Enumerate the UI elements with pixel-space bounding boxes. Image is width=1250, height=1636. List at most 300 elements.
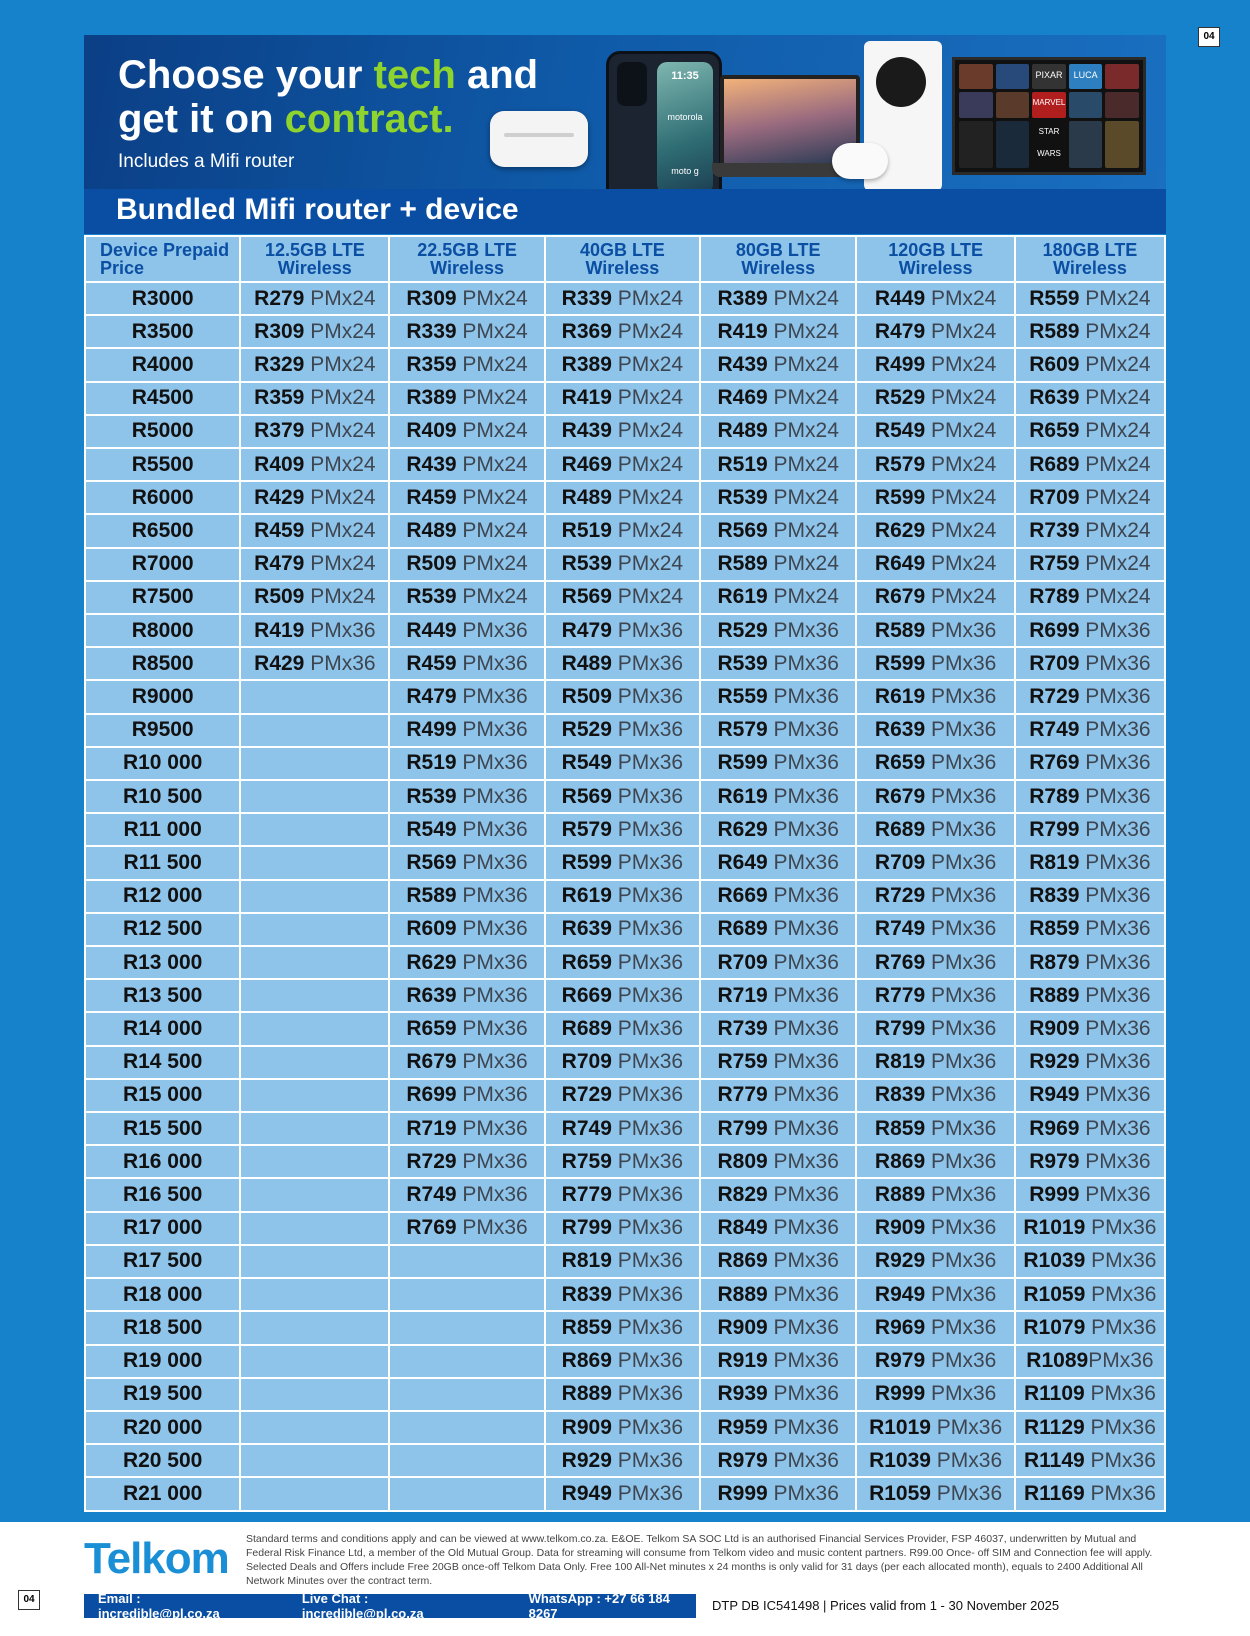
plan-price-cell [240,880,389,913]
email-link[interactable]: Email : incredible@pl.co.za [98,1591,220,1621]
plan-price-cell: R769 PMx36 [1015,747,1165,780]
plan-price-cell: R739 PMx36 [700,1012,856,1045]
device-price-cell: R4500 [85,382,240,415]
plan-price-cell: R679 PMx36 [856,780,1014,813]
plan-price-cell: R949 PMx36 [856,1278,1014,1311]
plan-price-cell: R439 PMx24 [389,448,544,481]
table-row [85,647,1165,680]
table-row [85,1378,1165,1411]
camera-icon [617,62,647,106]
table-row [85,382,1165,415]
plan-price-cell: R519 PMx24 [545,514,700,547]
plan-price-cell: R819 PMx36 [1015,846,1165,879]
plan-price-cell: R459 PMx36 [389,647,544,680]
plan-price-cell: R499 PMx36 [389,714,544,747]
plan-price-cell: R359 PMx24 [240,382,389,415]
promo-banner [84,35,1166,189]
plan-price-cell: R779 PMx36 [700,1079,856,1112]
plan-price-cell [240,747,389,780]
footer [0,1522,1250,1636]
plan-price-cell [389,1411,544,1444]
plan-price-cell: R799 PMx36 [856,1012,1014,1045]
table-row [85,282,1165,315]
device-price-cell: R19 000 [85,1345,240,1378]
device-price-cell: R6000 [85,481,240,514]
table-row [85,1278,1165,1311]
plan-price-cell: R1019 PMx36 [1015,1212,1165,1245]
plan-price-cell: R569 PMx24 [545,581,700,614]
plan-price-cell: R709 PMx24 [1015,481,1165,514]
table-row [85,1411,1165,1444]
table-row [85,1245,1165,1278]
plan-price-cell: R489 PMx36 [545,647,700,680]
phone-screen: 11:35 motorola moto g [657,62,713,189]
device-price-cell: R3500 [85,315,240,348]
plan-price-cell: R1079 PMx36 [1015,1311,1165,1344]
plan-price-cell: R1039 PMx36 [856,1444,1014,1477]
plan-price-cell: R579 PMx36 [700,714,856,747]
plan-price-cell: R959 PMx36 [700,1411,856,1444]
plan-price-cell: R789 PMx24 [1015,581,1165,614]
table-row [85,1444,1165,1477]
device-price-cell: R20 500 [85,1444,240,1477]
mifi-router-image [490,111,588,167]
plan-price-cell: R749 PMx36 [545,1112,700,1145]
device-price-cell: R15 500 [85,1112,240,1145]
plan-price-cell: R769 PMx36 [856,946,1014,979]
table-row [85,946,1165,979]
plan-price-cell: R919 PMx36 [700,1345,856,1378]
plan-price-cell: R679 PMx24 [856,581,1014,614]
plan-price-cell [240,1444,389,1477]
plan-price-cell: R779 PMx36 [856,979,1014,1012]
table-row [85,448,1165,481]
plan-price-cell: R419 PMx24 [700,315,856,348]
plan-price-cell [389,1345,544,1378]
table-row [85,913,1165,946]
plan-price-cell: R729 PMx36 [856,880,1014,913]
plan-price-cell: R929 PMx36 [545,1444,700,1477]
plan-price-cell [240,1212,389,1245]
plan-price-cell: R859 PMx36 [1015,913,1165,946]
plan-price-cell: R339 PMx24 [389,315,544,348]
device-price-cell: R18 500 [85,1311,240,1344]
plan-price-cell [240,979,389,1012]
device-price-cell: R19 500 [85,1378,240,1411]
plan-price-cell [240,1112,389,1145]
plan-price-cell: R659 PMx36 [545,946,700,979]
plan-price-cell: R469 PMx24 [545,448,700,481]
plan-price-cell: R649 PMx24 [856,548,1014,581]
plan-price-cell: R639 PMx36 [545,913,700,946]
plan-price-cell [240,1311,389,1344]
plan-price-cell: R379 PMx24 [240,415,389,448]
plan-price-cell [240,714,389,747]
plan-price-cell: R1089PMx36 [1015,1345,1165,1378]
table-row [85,348,1165,381]
plan-price-cell: R709 PMx36 [700,946,856,979]
plan-price-cell: R889 PMx36 [856,1178,1014,1211]
plan-price-cell: R489 PMx24 [545,481,700,514]
plan-price-cell: R309 PMx24 [240,315,389,348]
plan-price-cell: R769 PMx36 [389,1212,544,1245]
plan-price-cell: R599 PMx36 [856,647,1014,680]
pricing-table [84,235,1166,1512]
plan-price-cell: R709 PMx36 [545,1046,700,1079]
table-row [85,1477,1165,1511]
plan-price-cell [240,846,389,879]
device-price-cell: R17 000 [85,1212,240,1245]
device-price-cell: R7500 [85,581,240,614]
plan-price-cell: R589 PMx36 [856,614,1014,647]
device-price-cell: R9000 [85,680,240,713]
plan-price-cell: R759 PMx36 [700,1046,856,1079]
plan-price-cell: R369 PMx24 [545,315,700,348]
plan-price-cell: R489 PMx24 [389,514,544,547]
plan-price-cell: R409 PMx24 [389,415,544,448]
device-price-cell: R21 000 [85,1477,240,1511]
plan-price-cell: R279 PMx24 [240,282,389,315]
phone-image [606,51,722,189]
plan-price-cell: R669 PMx36 [700,880,856,913]
plan-price-cell: R689 PMx36 [700,913,856,946]
whatsapp-link[interactable]: WhatsApp : +27 66 184 8267 [528,1591,670,1621]
plan-price-cell: R789 PMx36 [1015,780,1165,813]
plan-price-cell: R479 PMx24 [856,315,1014,348]
plan-price-cell: R839 PMx36 [545,1278,700,1311]
plan-price-cell: R689 PMx36 [545,1012,700,1045]
table-row [85,1345,1165,1378]
device-price-cell: R5500 [85,448,240,481]
table-row [85,1178,1165,1211]
column-header: 22.5GB LTE Wireless [389,236,544,282]
table-row [85,747,1165,780]
device-price-cell: R20 000 [85,1411,240,1444]
plan-price-cell: R749 PMx36 [389,1178,544,1211]
plan-price-cell: R909 PMx36 [700,1311,856,1344]
controller-image [832,143,888,179]
plan-price-cell: R799 PMx36 [700,1112,856,1145]
table-row [85,1046,1165,1079]
plan-price-cell: R509 PMx24 [240,581,389,614]
plan-price-cell: R539 PMx24 [545,548,700,581]
plan-price-cell [389,1311,544,1344]
plan-price-cell: R509 PMx36 [545,680,700,713]
plan-price-cell: R869 PMx36 [700,1245,856,1278]
plan-price-cell: R389 PMx24 [545,348,700,381]
live-chat-link[interactable]: Live Chat : incredible@pl.co.za [301,1591,424,1621]
plan-price-cell [240,1178,389,1211]
plan-price-cell: R809 PMx36 [700,1145,856,1178]
device-price-cell: R13 000 [85,946,240,979]
plan-price-cell: R659 PMx24 [1015,415,1165,448]
plan-price-cell: R529 PMx24 [856,382,1014,415]
device-price-cell: R8000 [85,614,240,647]
plan-price-cell [240,813,389,846]
plan-price-cell: R569 PMx36 [545,780,700,813]
plan-price-cell: R499 PMx24 [856,348,1014,381]
table-row [85,1079,1165,1112]
plan-price-cell: R889 PMx36 [700,1278,856,1311]
plan-price-cell: R949 PMx36 [1015,1079,1165,1112]
table-row [85,1012,1165,1045]
plan-price-cell: R569 PMx36 [389,846,544,879]
plan-price-cell: R1149 PMx36 [1015,1444,1165,1477]
plan-price-cell: R519 PMx36 [389,747,544,780]
console-fan-icon [876,57,926,107]
device-price-cell: R16 500 [85,1178,240,1211]
plan-price-cell: R839 PMx36 [856,1079,1014,1112]
plan-price-cell: R929 PMx36 [856,1245,1014,1278]
plan-price-cell: R629 PMx24 [856,514,1014,547]
plan-price-cell [240,1278,389,1311]
plan-price-cell: R629 PMx36 [389,946,544,979]
plan-price-cell: R579 PMx36 [545,813,700,846]
plan-price-cell: R459 PMx24 [389,481,544,514]
plan-price-cell [389,1278,544,1311]
plan-price-cell: R429 PMx24 [240,481,389,514]
plan-price-cell: R819 PMx36 [856,1046,1014,1079]
device-price-cell: R15 000 [85,1079,240,1112]
section-title: Bundled Mifi router + device [116,193,519,226]
device-price-cell: R17 500 [85,1245,240,1278]
table-row [85,979,1165,1012]
plan-price-cell: R869 PMx36 [545,1345,700,1378]
disclaimer-text: Standard terms and conditions apply and can be viewed at www.telkom.co.za. E&OE. Telkom SA SOC Ltd is an authorised Financial Services Provider, FSP 46037, underwritten by Mutual and Federal Risk Finance Ltd, a member of the Old Mutual Group. Data for streaming will consume from Telkom video and music content partners. R99.00 Once- off SIM and Connection fee will apply. Selected Deals and Offers include Free 20GB once-off Telkom Data Only. Free 100 All-Net minutes x 24 months is only valid for 31 days (per each allocated month), equals to 2400 Additional All Network Minutes over the contract term. [246,1533,1153,1587]
plan-price-cell: R729 PMx36 [1015,680,1165,713]
device-price-cell: R14 000 [85,1012,240,1045]
plan-price-cell: R469 PMx24 [700,382,856,415]
device-price-cell: R11 000 [85,813,240,846]
plan-price-cell: R529 PMx36 [700,614,856,647]
plan-price-cell: R709 PMx36 [1015,647,1165,680]
plan-price-cell: R869 PMx36 [856,1145,1014,1178]
plan-price-cell: R689 PMx24 [1015,448,1165,481]
table-row [85,1212,1165,1245]
validity-note: DTP DB IC541498 | Prices valid from 1 - 30 November 2025 [712,1598,1060,1613]
plan-price-cell: R649 PMx36 [700,846,856,879]
plan-price-cell [240,1245,389,1278]
plan-price-cell: R979 PMx36 [1015,1145,1165,1178]
device-price-cell: R13 500 [85,979,240,1012]
plan-price-cell: R479 PMx36 [545,614,700,647]
plan-price-cell [389,1245,544,1278]
plan-price-cell: R719 PMx36 [389,1112,544,1145]
plan-price-cell: R909 PMx36 [1015,1012,1165,1045]
plan-price-cell: R529 PMx36 [545,714,700,747]
plan-price-cell: R799 PMx36 [1015,813,1165,846]
plan-price-cell: R629 PMx36 [700,813,856,846]
device-price-cell: R18 000 [85,1278,240,1311]
plan-price-cell: R889 PMx36 [545,1378,700,1411]
plan-price-cell [389,1477,544,1511]
section-title-bar [84,189,1166,234]
plan-price-cell: R559 PMx36 [700,680,856,713]
plan-price-cell: R659 PMx36 [389,1012,544,1045]
plan-price-cell: R519 PMx24 [700,448,856,481]
plan-price-cell: R539 PMx36 [389,780,544,813]
table-body [85,282,1165,1511]
plan-price-cell: R999 PMx36 [856,1378,1014,1411]
plan-price-cell: R479 PMx36 [389,680,544,713]
plan-price-cell: R659 PMx36 [856,747,1014,780]
plan-price-cell: R999 PMx36 [1015,1178,1165,1211]
plan-price-cell: R729 PMx36 [545,1079,700,1112]
plan-price-cell: R459 PMx24 [240,514,389,547]
plan-price-cell: R419 PMx36 [240,614,389,647]
column-header: 120GB LTE Wireless [856,236,1014,282]
plan-price-cell: R389 PMx24 [700,282,856,315]
plan-price-cell: R639 PMx36 [389,979,544,1012]
plan-price-cell: R359 PMx24 [389,348,544,381]
plan-price-cell: R449 PMx24 [856,282,1014,315]
plan-price-cell: R779 PMx36 [545,1178,700,1211]
table-row [85,880,1165,913]
plan-price-cell: R949 PMx36 [545,1477,700,1511]
plan-price-cell: R1109 PMx36 [1015,1378,1165,1411]
plan-price-cell: R719 PMx36 [700,979,856,1012]
plan-price-cell: R929 PMx36 [1015,1046,1165,1079]
plan-price-cell [240,1477,389,1511]
plan-price-cell [389,1378,544,1411]
table-row [85,514,1165,547]
plan-price-cell: R589 PMx24 [700,548,856,581]
plan-price-cell: R439 PMx24 [700,348,856,381]
device-price-cell: R9500 [85,714,240,747]
table-row [85,680,1165,713]
plan-price-cell [240,1411,389,1444]
plan-price-cell: R889 PMx36 [1015,979,1165,1012]
device-price-cell: R10 500 [85,780,240,813]
plan-price-cell: R699 PMx36 [1015,614,1165,647]
plan-price-cell: R429 PMx36 [240,647,389,680]
table-row [85,813,1165,846]
plan-price-cell: R599 PMx36 [700,747,856,780]
telkom-logo: Telkom [84,1534,229,1583]
plan-price-cell: R339 PMx24 [545,282,700,315]
table-row [85,315,1165,348]
plan-price-cell: R859 PMx36 [856,1112,1014,1145]
device-price-cell: R4000 [85,348,240,381]
plan-price-cell [240,680,389,713]
plan-price-cell: R619 PMx24 [700,581,856,614]
plan-price-cell: R639 PMx24 [1015,382,1165,415]
plan-price-cell: R539 PMx24 [389,581,544,614]
plan-price-cell: R549 PMx36 [545,747,700,780]
plan-price-cell: R909 PMx36 [856,1212,1014,1245]
plan-price-cell: R569 PMx24 [700,514,856,547]
plan-price-cell: R309 PMx24 [389,282,544,315]
plan-price-cell [240,1345,389,1378]
banner-subtitle: Includes a Mifi router [118,151,295,172]
device-price-cell: R6500 [85,514,240,547]
table-header-row [85,236,1165,282]
tv-image: PIXAR LUCA MARVEL STAR WARS [952,57,1146,175]
plan-price-cell: R679 PMx36 [389,1046,544,1079]
plan-price-cell: R539 PMx24 [700,481,856,514]
plan-price-cell: R509 PMx24 [389,548,544,581]
plan-price-cell: R489 PMx24 [700,415,856,448]
plan-price-cell: R1169 PMx36 [1015,1477,1165,1511]
device-price-cell: R5000 [85,415,240,448]
plan-price-cell: R619 PMx36 [700,780,856,813]
table-row [85,581,1165,614]
plan-price-cell: R849 PMx36 [700,1212,856,1245]
plan-price-cell: R859 PMx36 [545,1311,700,1344]
plan-price-cell: R1059 PMx36 [856,1477,1014,1511]
column-header: Device Prepaid Price [85,236,240,282]
plan-price-cell: R999 PMx36 [700,1477,856,1511]
device-price-cell: R12 500 [85,913,240,946]
plan-price-cell: R729 PMx36 [389,1145,544,1178]
plan-price-cell: R449 PMx36 [389,614,544,647]
plan-price-cell: R579 PMx24 [856,448,1014,481]
contact-bar [84,1591,696,1621]
plan-price-cell: R759 PMx24 [1015,548,1165,581]
plan-price-cell: R909 PMx36 [545,1411,700,1444]
device-price-cell: R14 500 [85,1046,240,1079]
plan-price-cell: R589 PMx36 [389,880,544,913]
plan-price-cell [240,946,389,979]
plan-price-cell: R549 PMx36 [389,813,544,846]
plan-price-cell: R409 PMx24 [240,448,389,481]
plan-price-cell: R609 PMx24 [1015,348,1165,381]
plan-price-cell: R419 PMx24 [545,382,700,415]
plan-price-cell: R1129 PMx36 [1015,1411,1165,1444]
page-number-top: 04 [1198,27,1220,47]
device-price-cell: R3000 [85,282,240,315]
table-row [85,614,1165,647]
plan-price-cell: R599 PMx36 [545,846,700,879]
plan-price-cell: R479 PMx24 [240,548,389,581]
table-row [85,1145,1165,1178]
plan-price-cell: R799 PMx36 [545,1212,700,1245]
plan-price-cell: R979 PMx36 [856,1345,1014,1378]
table-row [85,415,1165,448]
banner-title: Choose your tech and get it on contract. [118,53,539,141]
device-price-cell: R8500 [85,647,240,680]
page-number-bottom: 04 [18,1590,40,1610]
plan-price-cell [240,1378,389,1411]
plan-price-cell [240,913,389,946]
plan-price-cell: R749 PMx36 [1015,714,1165,747]
plan-price-cell: R619 PMx36 [856,680,1014,713]
device-price-cell: R11 500 [85,846,240,879]
table-row [85,714,1165,747]
device-price-cell: R12 000 [85,880,240,913]
plan-price-cell: R819 PMx36 [545,1245,700,1278]
plan-price-cell: R589 PMx24 [1015,315,1165,348]
plan-price-cell: R1019 PMx36 [856,1411,1014,1444]
plan-price-cell: R439 PMx24 [545,415,700,448]
plan-price-cell [240,780,389,813]
column-header: 180GB LTE Wireless [1015,236,1165,282]
plan-price-cell: R609 PMx36 [389,913,544,946]
plan-price-cell: R1039 PMx36 [1015,1245,1165,1278]
plan-price-cell: R539 PMx36 [700,647,856,680]
table-row [85,1112,1165,1145]
plan-price-cell [240,1145,389,1178]
plan-price-cell: R689 PMx36 [856,813,1014,846]
plan-price-cell: R599 PMx24 [856,481,1014,514]
plan-price-cell [240,1079,389,1112]
plan-price-cell: R979 PMx36 [700,1444,856,1477]
column-header: 80GB LTE Wireless [700,236,856,282]
plan-price-cell: R939 PMx36 [700,1378,856,1411]
plan-price-cell [389,1444,544,1477]
table-row [85,481,1165,514]
plan-price-cell: R709 PMx36 [856,846,1014,879]
